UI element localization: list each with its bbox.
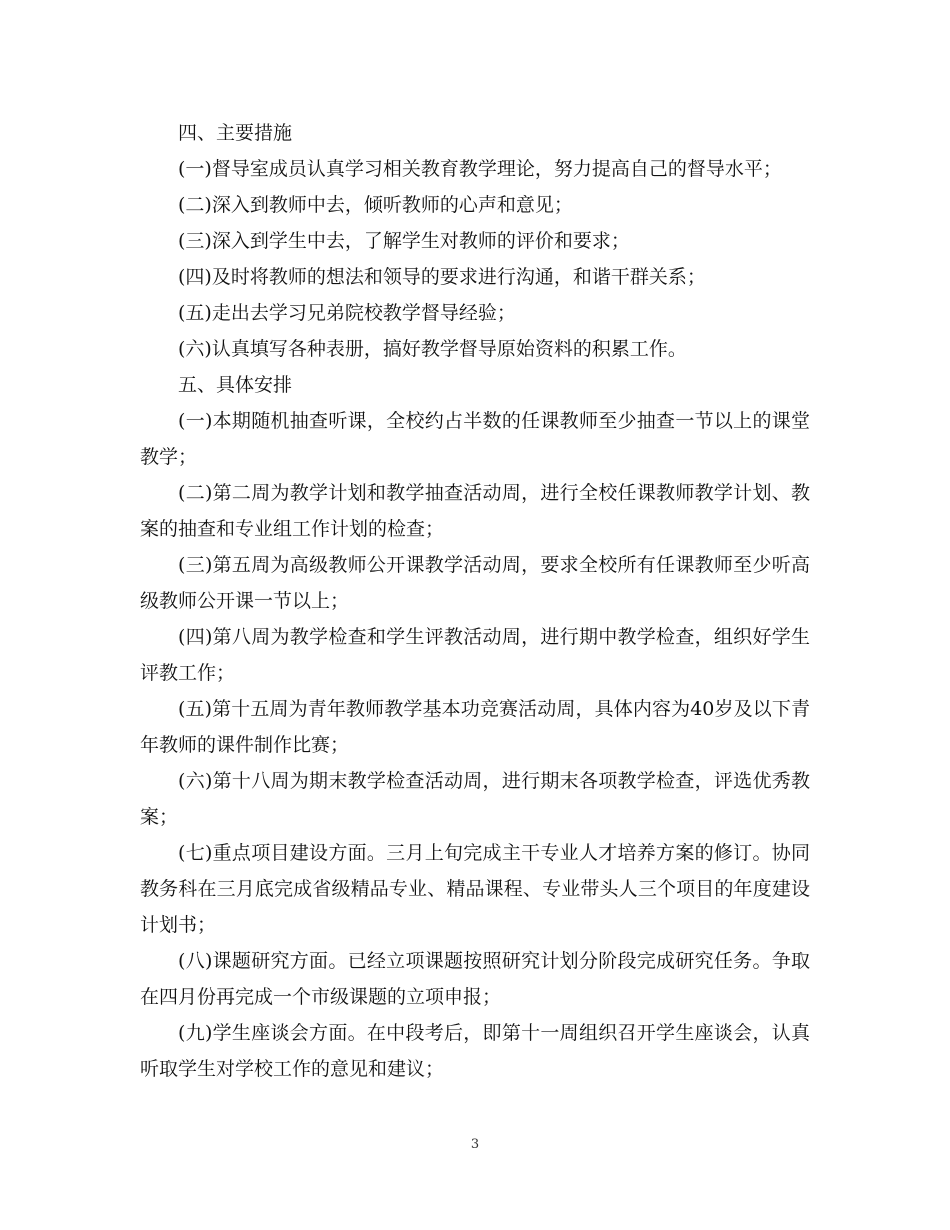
paragraph: (一)本期随机抽查听课，全校约占半数的任课教师至少抽查一节以上的课堂教学； — [140, 410, 810, 468]
paragraph: (六)第十八周为期末教学检查活动周，进行期末各项教学检查，评选优秀教案； — [140, 770, 810, 828]
paragraph: (七)重点项目建设方面。三月上旬完成主干专业人才培养方案的修订。协同教务科在三月底完成省级精品专业、精品课程、专业带头人三个项目的年度建设计划书； — [140, 842, 810, 936]
paragraph: (一)督导室成员认真学习相关教育教学理论，努力提高自己的督导水平； — [178, 158, 782, 180]
paragraph: (四)及时将教师的想法和领导的要求进行沟通，和谐干群关系； — [178, 266, 706, 288]
page-number: 3 — [470, 1137, 480, 1152]
paragraph: (九)学生座谈会方面。在中段考后，即第十一周组织召开学生座谈会，认真听取学生对学校工作的意见和建议； — [140, 1022, 810, 1080]
section-heading-measures: 四、主要措施 — [178, 122, 293, 144]
paragraph: (三)第五周为高级教师公开课教学活动周，要求全校所有任课教师至少听高级教师公开课一节以上； — [140, 554, 810, 612]
paragraph: (三)深入到学生中去，了解学生对教师的评价和要求； — [178, 230, 630, 252]
paragraph: (二)深入到教师中去，倾听教师的心声和意见； — [178, 194, 573, 216]
paragraph: (八)课题研究方面。已经立项课题按照研究计划分阶段完成研究任务。争取在四月份再完成一个市级课题的立项申报； — [140, 950, 810, 1008]
section-heading-arrangements: 五、具体安排 — [178, 374, 293, 396]
paragraph: (五)第十五周为青年教师教学基本功竞赛活动周，具体内容为40岁及以下青年教师的课件制作比赛； — [140, 698, 810, 756]
paragraph: (二)第二周为教学计划和教学抽查活动周，进行全校任课教师教学计划、教案的抽查和专业组工作计划的检查； — [140, 482, 810, 540]
paragraph: (四)第八周为教学检查和学生评教活动周，进行期中教学检查，组织好学生评教工作； — [140, 626, 810, 684]
page-body — [140, 115, 810, 1087]
paragraph: (五)走出去学习兄弟院校教学督导经验； — [178, 302, 516, 324]
paragraph: (六)认真填写各种表册，搞好教学督导原始资料的积累工作。 — [178, 338, 687, 360]
